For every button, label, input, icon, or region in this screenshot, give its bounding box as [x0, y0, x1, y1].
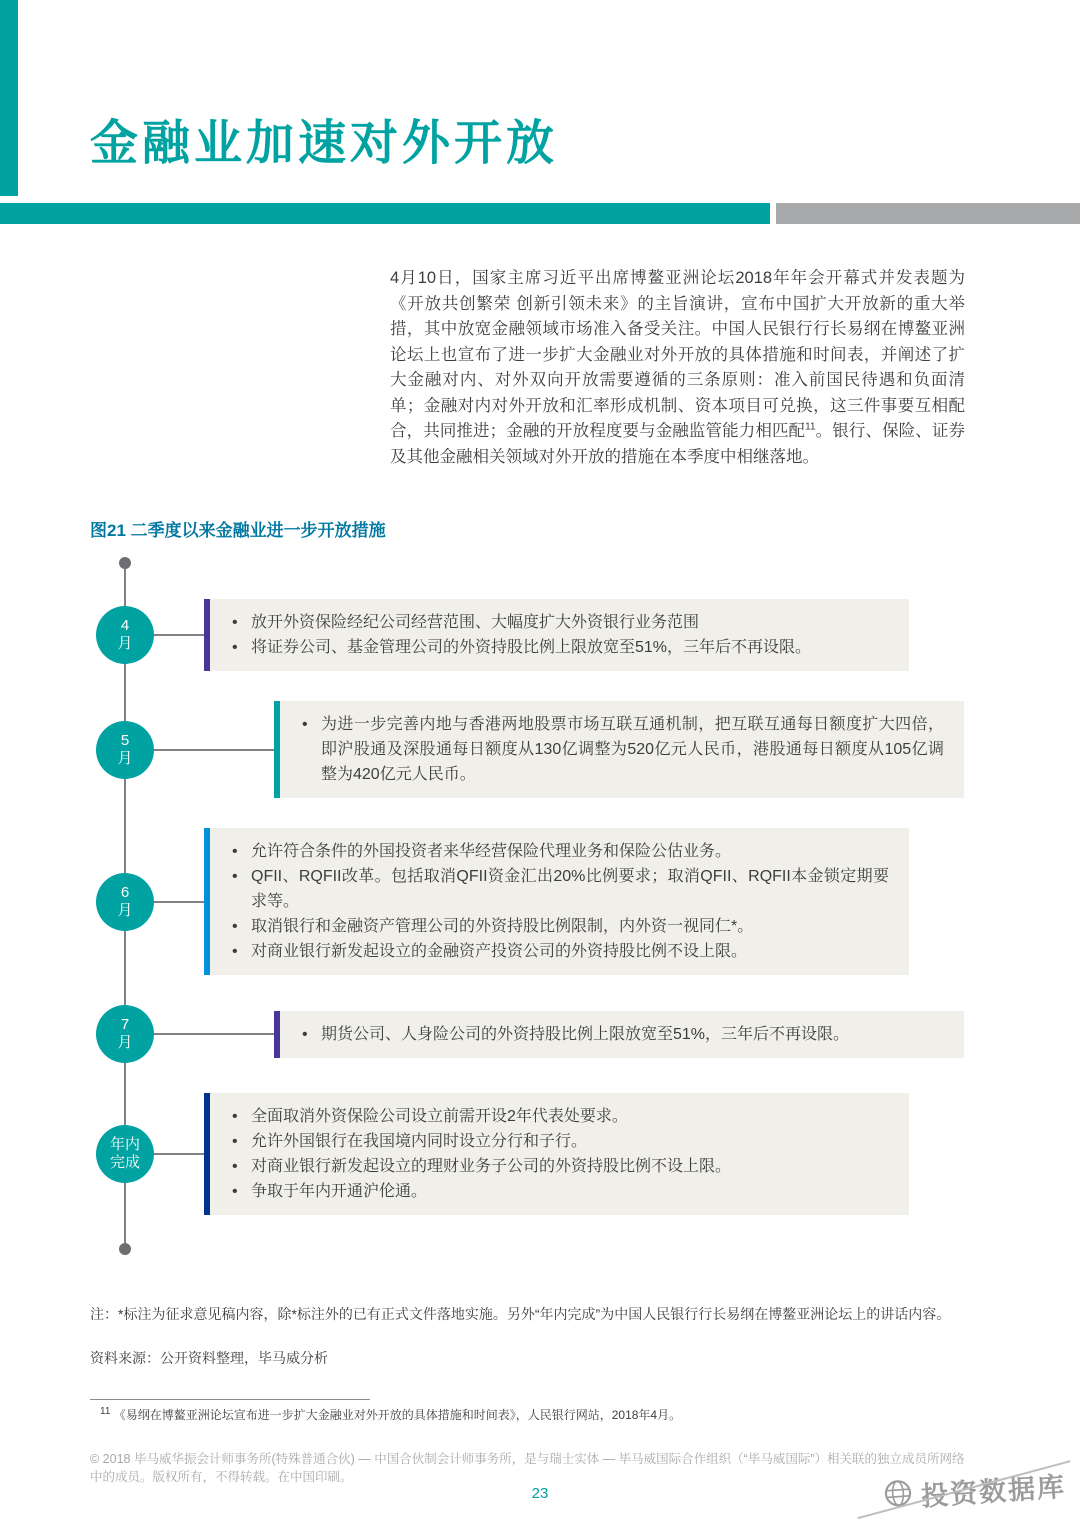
month-badge-within-year: [96, 1125, 154, 1183]
copyright-text: © 2018 毕马威华振会计师事务所(特殊普通合伙) — 中国合伙制会计师事务所，是与瑞士实体 — 毕马威国际合作组织（“毕马威国际”）相关联的独立成员所网络中的成员。版权所有，不得转载。在中国印刷。: [90, 1452, 965, 1484]
month-label: 7: [120, 1016, 130, 1033]
month-label: 4: [120, 617, 130, 634]
footnote-body: 《易纲在博鳌亚洲论坛宣布进一步扩大金融业对外开放的具体措施和时间表》，人民银行网站，2018年4月。: [113, 1408, 682, 1422]
measure-list: [224, 839, 889, 964]
timeline: [0, 557, 1080, 1255]
footnote-marker-inline: 11: [805, 421, 816, 433]
measure-item: • 对商业银行新发起设立的理财业务子公司的外资持股比例不设上限。: [224, 1154, 889, 1179]
measure-item: • 将证券公司、基金管理公司的外资持股比例上限放宽至51%，三年后不再设限。: [224, 635, 889, 660]
intro-text-after: 。银行、保险、证券及其他金融相关领域对外开放的措施在本季度中相继落地。: [390, 422, 966, 466]
measure-item: • 期货公司、人身险公司的外资持股比例上限放宽至51%，三年后不再设限。: [294, 1022, 944, 1047]
month-label: 年内: [109, 1136, 140, 1153]
page-title: 金融业加速对外开放: [90, 117, 559, 170]
footnote-text: [100, 1407, 965, 1424]
timeline-connector: [154, 1033, 274, 1035]
measure-item: • 全面取消外资保险公司设立前需开设2年代表处要求。: [224, 1104, 889, 1129]
footnote-divider: [90, 1399, 370, 1400]
footnote-marker: 11: [100, 1406, 111, 1417]
measure-list: [224, 610, 889, 660]
month-label: 月: [117, 749, 133, 767]
measure-item: • 放开外资保险经纪公司经营范围、大幅度扩大外资银行业务范围: [224, 610, 889, 635]
timeline-end-dot: [119, 1243, 131, 1255]
month-label: 5: [120, 731, 130, 749]
measure-item: • 取消银行和金融资产管理公司的外资持股比例限制，内外资一视同仁*。: [224, 914, 889, 939]
measure-item: • 允许外国银行在我国境内同时设立分行和子行。: [224, 1129, 889, 1154]
watermark-label: 投资数据库: [920, 1471, 1067, 1512]
intro-text-before: 4月10日，国家主席习近平出席博鳌亚洲论坛2018年年会开幕式并发表题为《开放共创繁荣 创新引领未来》的主旨演讲，宣布中国扩大开放新的重大举措，其中放宽金融领域市场准入备受关注。中国人民银行行长易纲在博鳌亚洲论坛上也宣布了进一步扩大金融业对外开放的具体措施和时间表，并阐述了扩大金融对内、对外双向开放需要遵循的三条原则：准入前国民待遇和负面清单；金融对内对外开放和汇率形成机制、资本项目可兑换，这三件事要互相配合，共同推进；金融的开放程度要与金融监管能力相匹配: [390, 269, 965, 440]
month-badge-april: [96, 606, 154, 664]
measure-item: • 允许符合条件的外国投资者来华经营保险代理业务和保险公估业务。: [224, 839, 889, 864]
measure-box-july: [274, 1011, 964, 1058]
intro-paragraph: [390, 266, 965, 470]
figure-caption: 图21 二季度以来金融业进一步开放措施: [90, 521, 386, 540]
timeline-connector: [154, 634, 204, 636]
month-label: 6: [120, 883, 130, 901]
measure-item: • 为进一步完善内地与香港两地股票市场互联互通机制，把互联互通每日额度扩大四倍，即沪股通及深股通每日额度从130亿调整为520亿元人民币，港股通每日额度从105亿调整为420亿元人民币。: [294, 712, 944, 787]
measure-box-within-year: [204, 1093, 909, 1215]
month-badge-july: [96, 1005, 154, 1063]
header-bar-teal: [0, 203, 770, 224]
corner-accent-strip: [0, 0, 18, 196]
page-number: 23: [531, 1485, 549, 1502]
source-text: 资料来源：公开资料整理，毕马威分析: [90, 1350, 328, 1366]
measure-list: [294, 1022, 944, 1047]
note-text: 注：*标注为征求意见稿内容，除*标注外的已有正式文件落地实施。另外“年内完成”为中国人民银行行长易纲在博鳌亚洲论坛上的讲话内容。: [90, 1306, 951, 1322]
month-label: 完成: [109, 1154, 140, 1171]
month-label: 月: [117, 1034, 133, 1051]
measure-box-april: [204, 599, 909, 671]
header-bar-gray: [776, 203, 1080, 224]
header-bar-row: [0, 203, 1080, 224]
month-badge-june: [96, 873, 154, 931]
timeline-entry-july: [0, 1005, 1080, 1063]
timeline-connector: [154, 1153, 204, 1155]
timeline-connector: [154, 901, 204, 903]
timeline-entry-june: [0, 828, 1080, 975]
measure-item: • 对商业银行新发起设立的金融资产投资公司的外资持股比例不设上限。: [224, 939, 889, 964]
measure-item: • QFII、RQFII改革。包括取消QFII资金汇出20%比例要求；取消QFII、RQFII本金锁定期要求等。: [224, 864, 889, 914]
month-label: 月: [117, 635, 133, 652]
measure-list: [224, 1104, 889, 1204]
timeline-connector: [154, 749, 274, 751]
timeline-entry-april: [0, 599, 1080, 671]
measure-box-may: [274, 701, 964, 798]
measure-item: • 争取于年内开通沪伦通。: [224, 1179, 889, 1204]
timeline-entry-within-year: [0, 1093, 1080, 1215]
timeline-start-dot: [119, 557, 131, 569]
month-badge-may: [96, 721, 154, 779]
month-label: 月: [117, 901, 133, 919]
timeline-entry-may: [0, 701, 1080, 798]
measure-list: [294, 712, 944, 787]
measure-box-june: [204, 828, 909, 975]
